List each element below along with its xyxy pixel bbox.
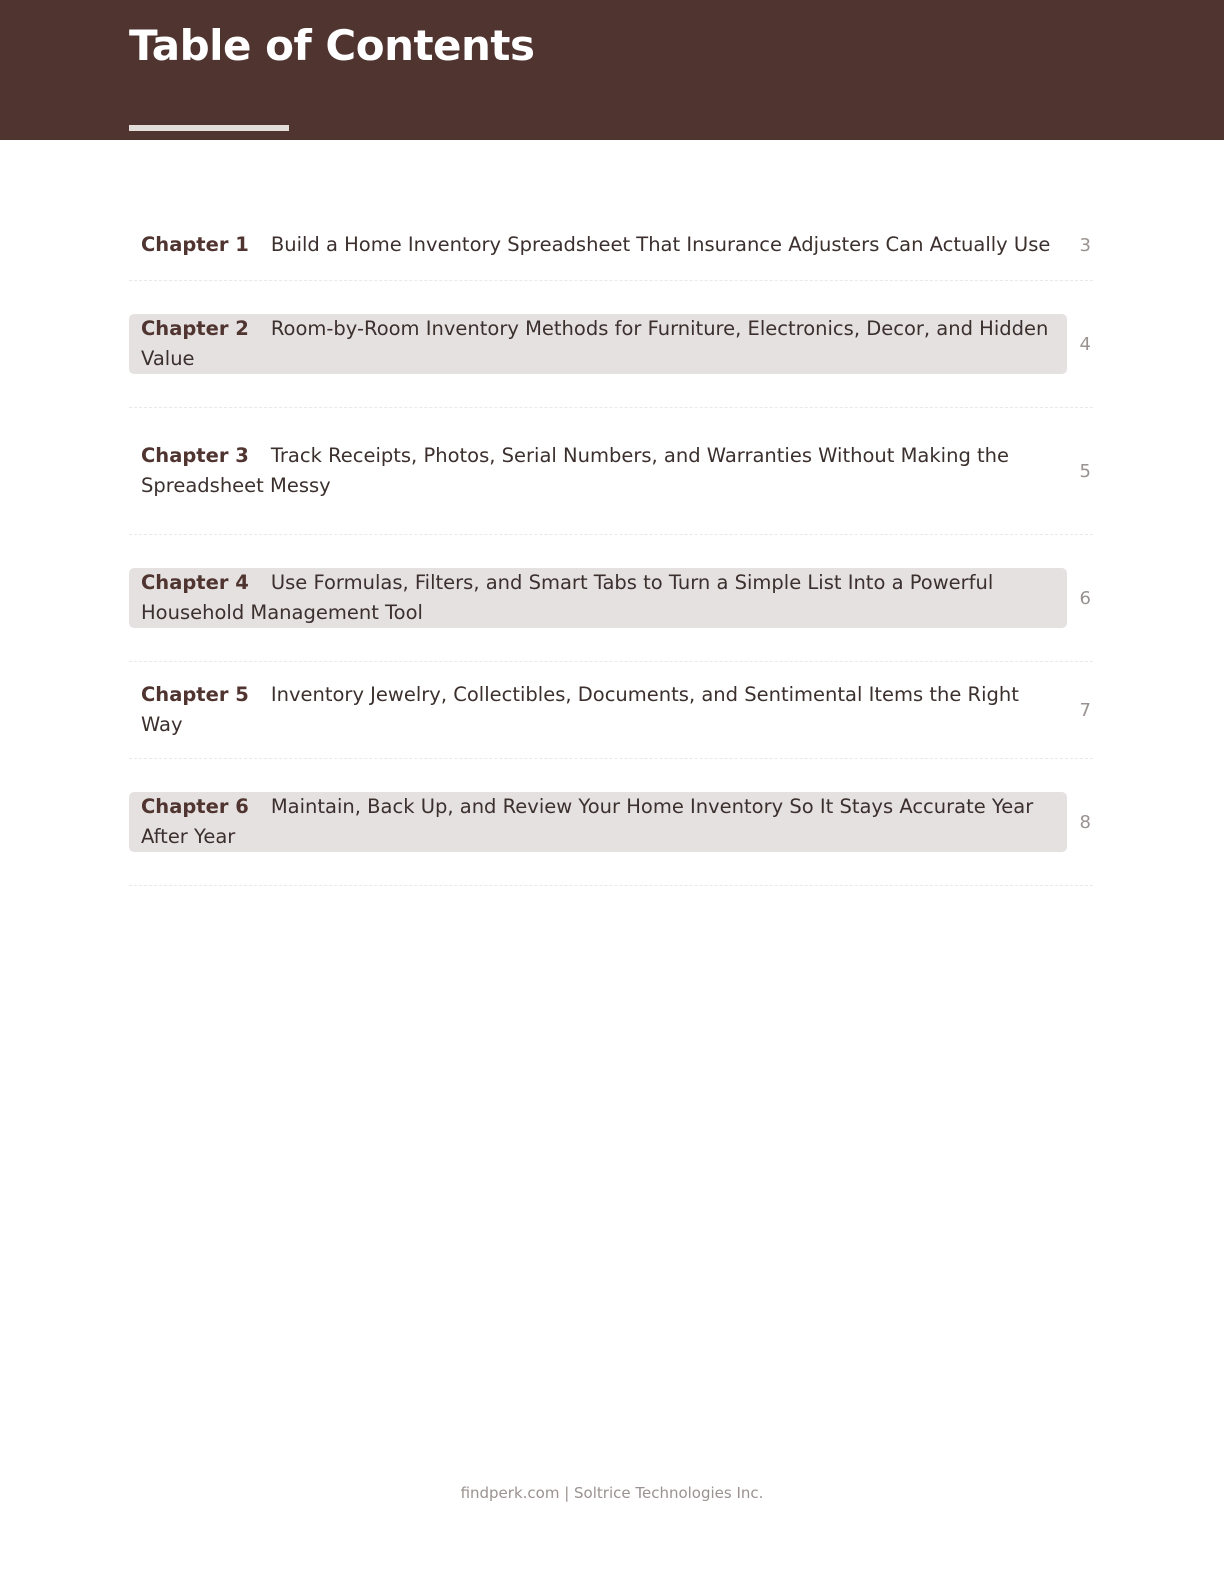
toc-entry-text: [129, 792, 1067, 852]
toc-entry-chapter-3[interactable]: [129, 408, 1093, 535]
toc-entry-chapter-1[interactable]: [129, 210, 1093, 281]
chapter-title: Maintain, Back Up, and Review Your Home Inventory So It Stays Accurate Year After Year: [141, 795, 1034, 848]
chapter-title: Use Formulas, Filters, and Smart Tabs to Turn a Simple List Into a Powerful Household Management Tool: [141, 571, 994, 624]
toc-entry-text: [129, 568, 1067, 628]
toc-entry-text: [129, 314, 1067, 374]
toc-entry-chapter-4[interactable]: [129, 535, 1093, 662]
page-number: 8: [1079, 811, 1091, 833]
table-of-contents: [129, 210, 1093, 886]
chapter-label: Chapter 2: [141, 317, 249, 340]
header-accent-rule: [129, 125, 289, 131]
page-number: 5: [1079, 460, 1091, 482]
page-number: 3: [1079, 234, 1091, 256]
toc-entry-chapter-6[interactable]: [129, 759, 1093, 886]
page-number: 4: [1079, 333, 1091, 355]
chapter-title: Build a Home Inventory Spreadsheet That Insurance Adjusters Can Actually Use: [270, 233, 1051, 256]
page-number: 6: [1079, 587, 1091, 609]
toc-entry-chapter-5[interactable]: [129, 662, 1093, 759]
chapter-label: Chapter 5: [141, 683, 249, 706]
page-title: Table of Contents: [129, 21, 535, 70]
page-number: 7: [1079, 699, 1091, 721]
toc-entry-text: [129, 680, 1067, 740]
toc-entry-text: [129, 230, 1067, 260]
chapter-label: Chapter 6: [141, 795, 249, 818]
chapter-label: Chapter 3: [141, 444, 249, 467]
chapter-title: Inventory Jewelry, Collectibles, Documents, and Sentimental Items the Right Way: [141, 683, 1019, 736]
page-footer: findperk.com | Soltrice Technologies Inc.: [460, 1484, 764, 1502]
chapter-title: Track Receipts, Photos, Serial Numbers, and Warranties Without Making the Spreadsheet Messy: [141, 444, 1010, 497]
chapter-title: Room-by-Room Inventory Methods for Furniture, Electronics, Decor, and Hidden Value: [141, 317, 1049, 370]
toc-entry-text: [129, 441, 1067, 501]
chapter-label: Chapter 4: [141, 571, 249, 594]
page-header: [0, 0, 1224, 140]
chapter-label: Chapter 1: [141, 233, 249, 256]
toc-entry-chapter-2[interactable]: [129, 281, 1093, 408]
